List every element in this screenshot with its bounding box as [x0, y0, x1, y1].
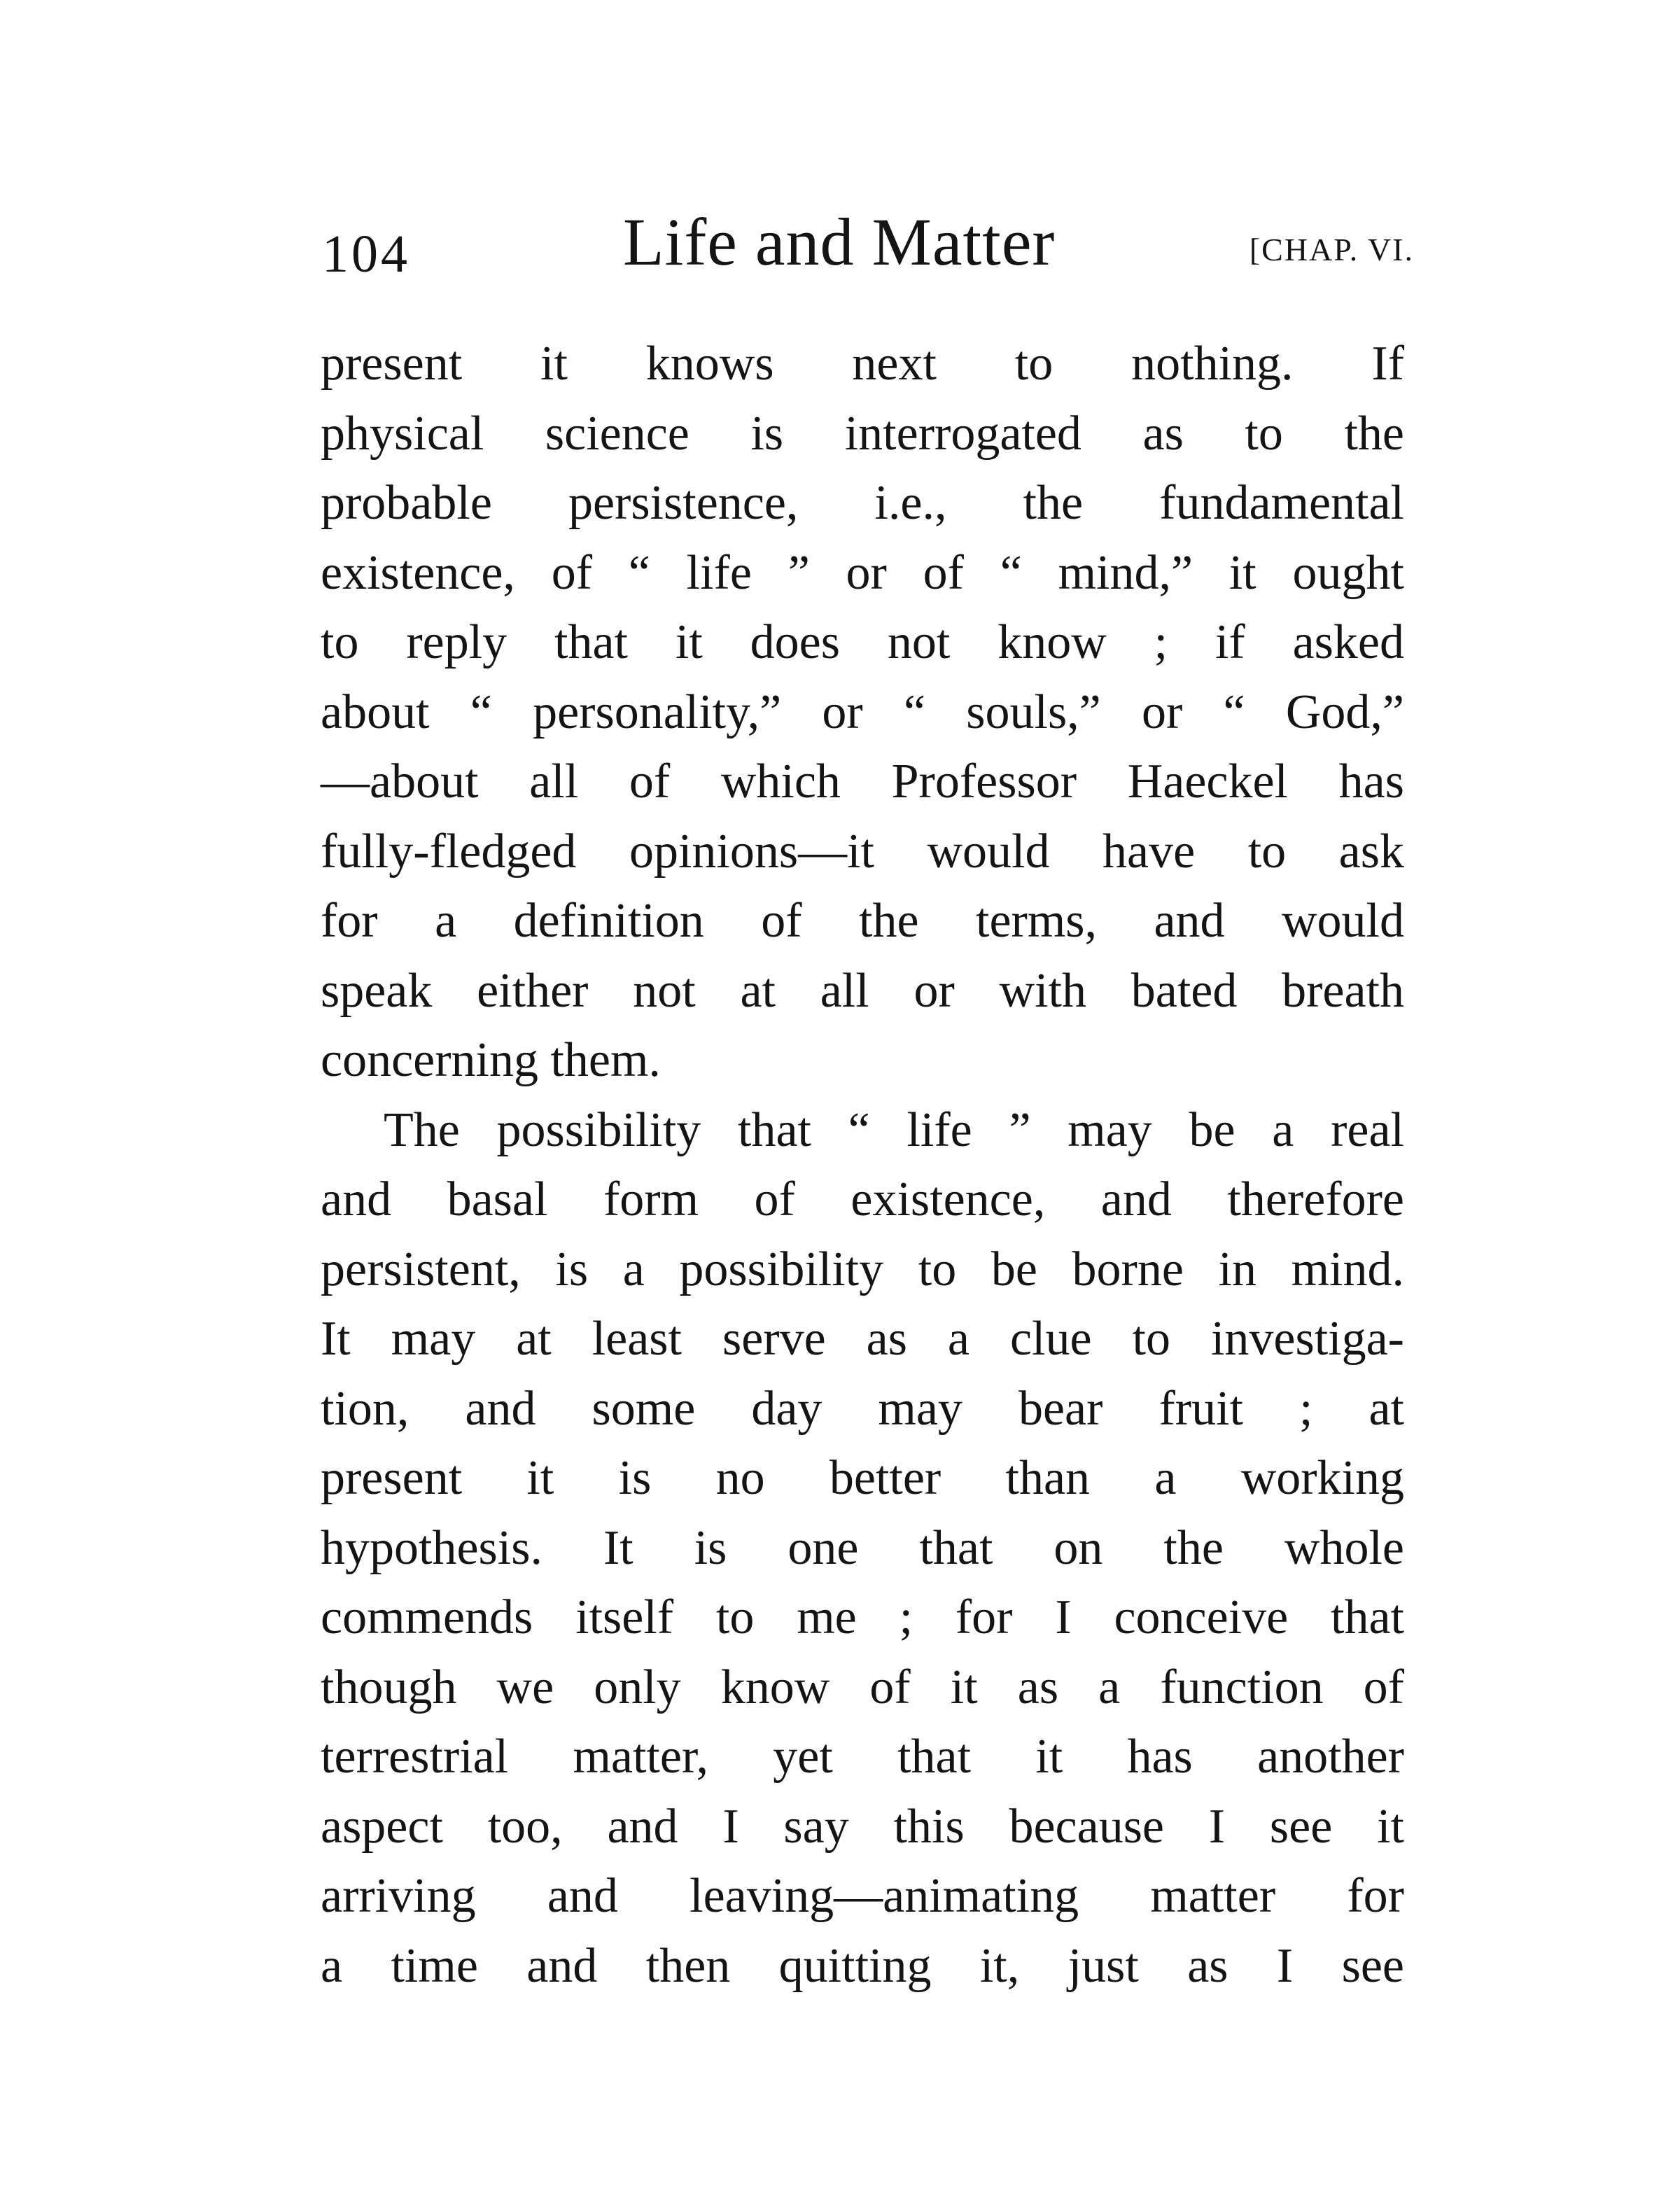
text-line: and basal form of existence, and therefore: [321, 1172, 1404, 1226]
text-line: physical science is interrogated as to the: [321, 406, 1404, 461]
text-line: present it is no better than a working: [321, 1451, 1404, 1505]
text-line: tion, and some day may bear fruit ; at: [321, 1381, 1404, 1436]
text-line: It may at least serve as a clue to investiga-: [321, 1312, 1404, 1366]
paragraph-1: [321, 329, 1404, 1096]
text-line: though we only know of it as a function of: [321, 1660, 1404, 1714]
text-line: concerning them.: [321, 1033, 661, 1087]
text-line: present it knows next to nothing. If: [321, 337, 1404, 391]
text-line: to reply that it does not know ; if asked: [321, 615, 1404, 669]
text-line: arriving and leaving—animating matter for: [321, 1869, 1404, 1923]
text-line: probable persistence, i.e., the fundamental: [321, 476, 1404, 530]
text-line: about “ personality,” or “ souls,” or “ God,”: [321, 685, 1404, 739]
text-line: a time and then quitting it, just as I see: [321, 1938, 1404, 1993]
text-line: for a definition of the terms, and would: [321, 894, 1404, 948]
paragraph-2: [321, 1096, 1404, 2001]
text-line: persistent, is a possibility to be borne in mind.: [321, 1242, 1404, 1296]
body-text: [321, 329, 1404, 2001]
text-line: —about all of which Professor Haeckel has: [321, 755, 1404, 808]
text-line: existence, of “ life ” or of “ mind,” it ought: [321, 545, 1404, 600]
text-line: aspect too, and I say this because I see it: [321, 1799, 1404, 1854]
text-line: speak either not at all or with bated breath: [321, 963, 1404, 1018]
text-line: hypothesis. It is one that on the whole: [321, 1520, 1404, 1575]
running-title: Life and Matter: [623, 204, 1056, 279]
text-line: fully-fledged opinions—it would have to ask: [321, 824, 1404, 878]
page-number: 104: [322, 225, 410, 284]
page-header: [322, 203, 1414, 294]
text-line: The possibility that “ life ” may be a real: [384, 1102, 1404, 1157]
text-line: commends itself to me ; for I conceive that: [321, 1590, 1404, 1644]
chapter-label: [CHAP. VI.: [1249, 232, 1414, 267]
text-line: terrestrial matter, yet that it has another: [321, 1730, 1404, 1784]
